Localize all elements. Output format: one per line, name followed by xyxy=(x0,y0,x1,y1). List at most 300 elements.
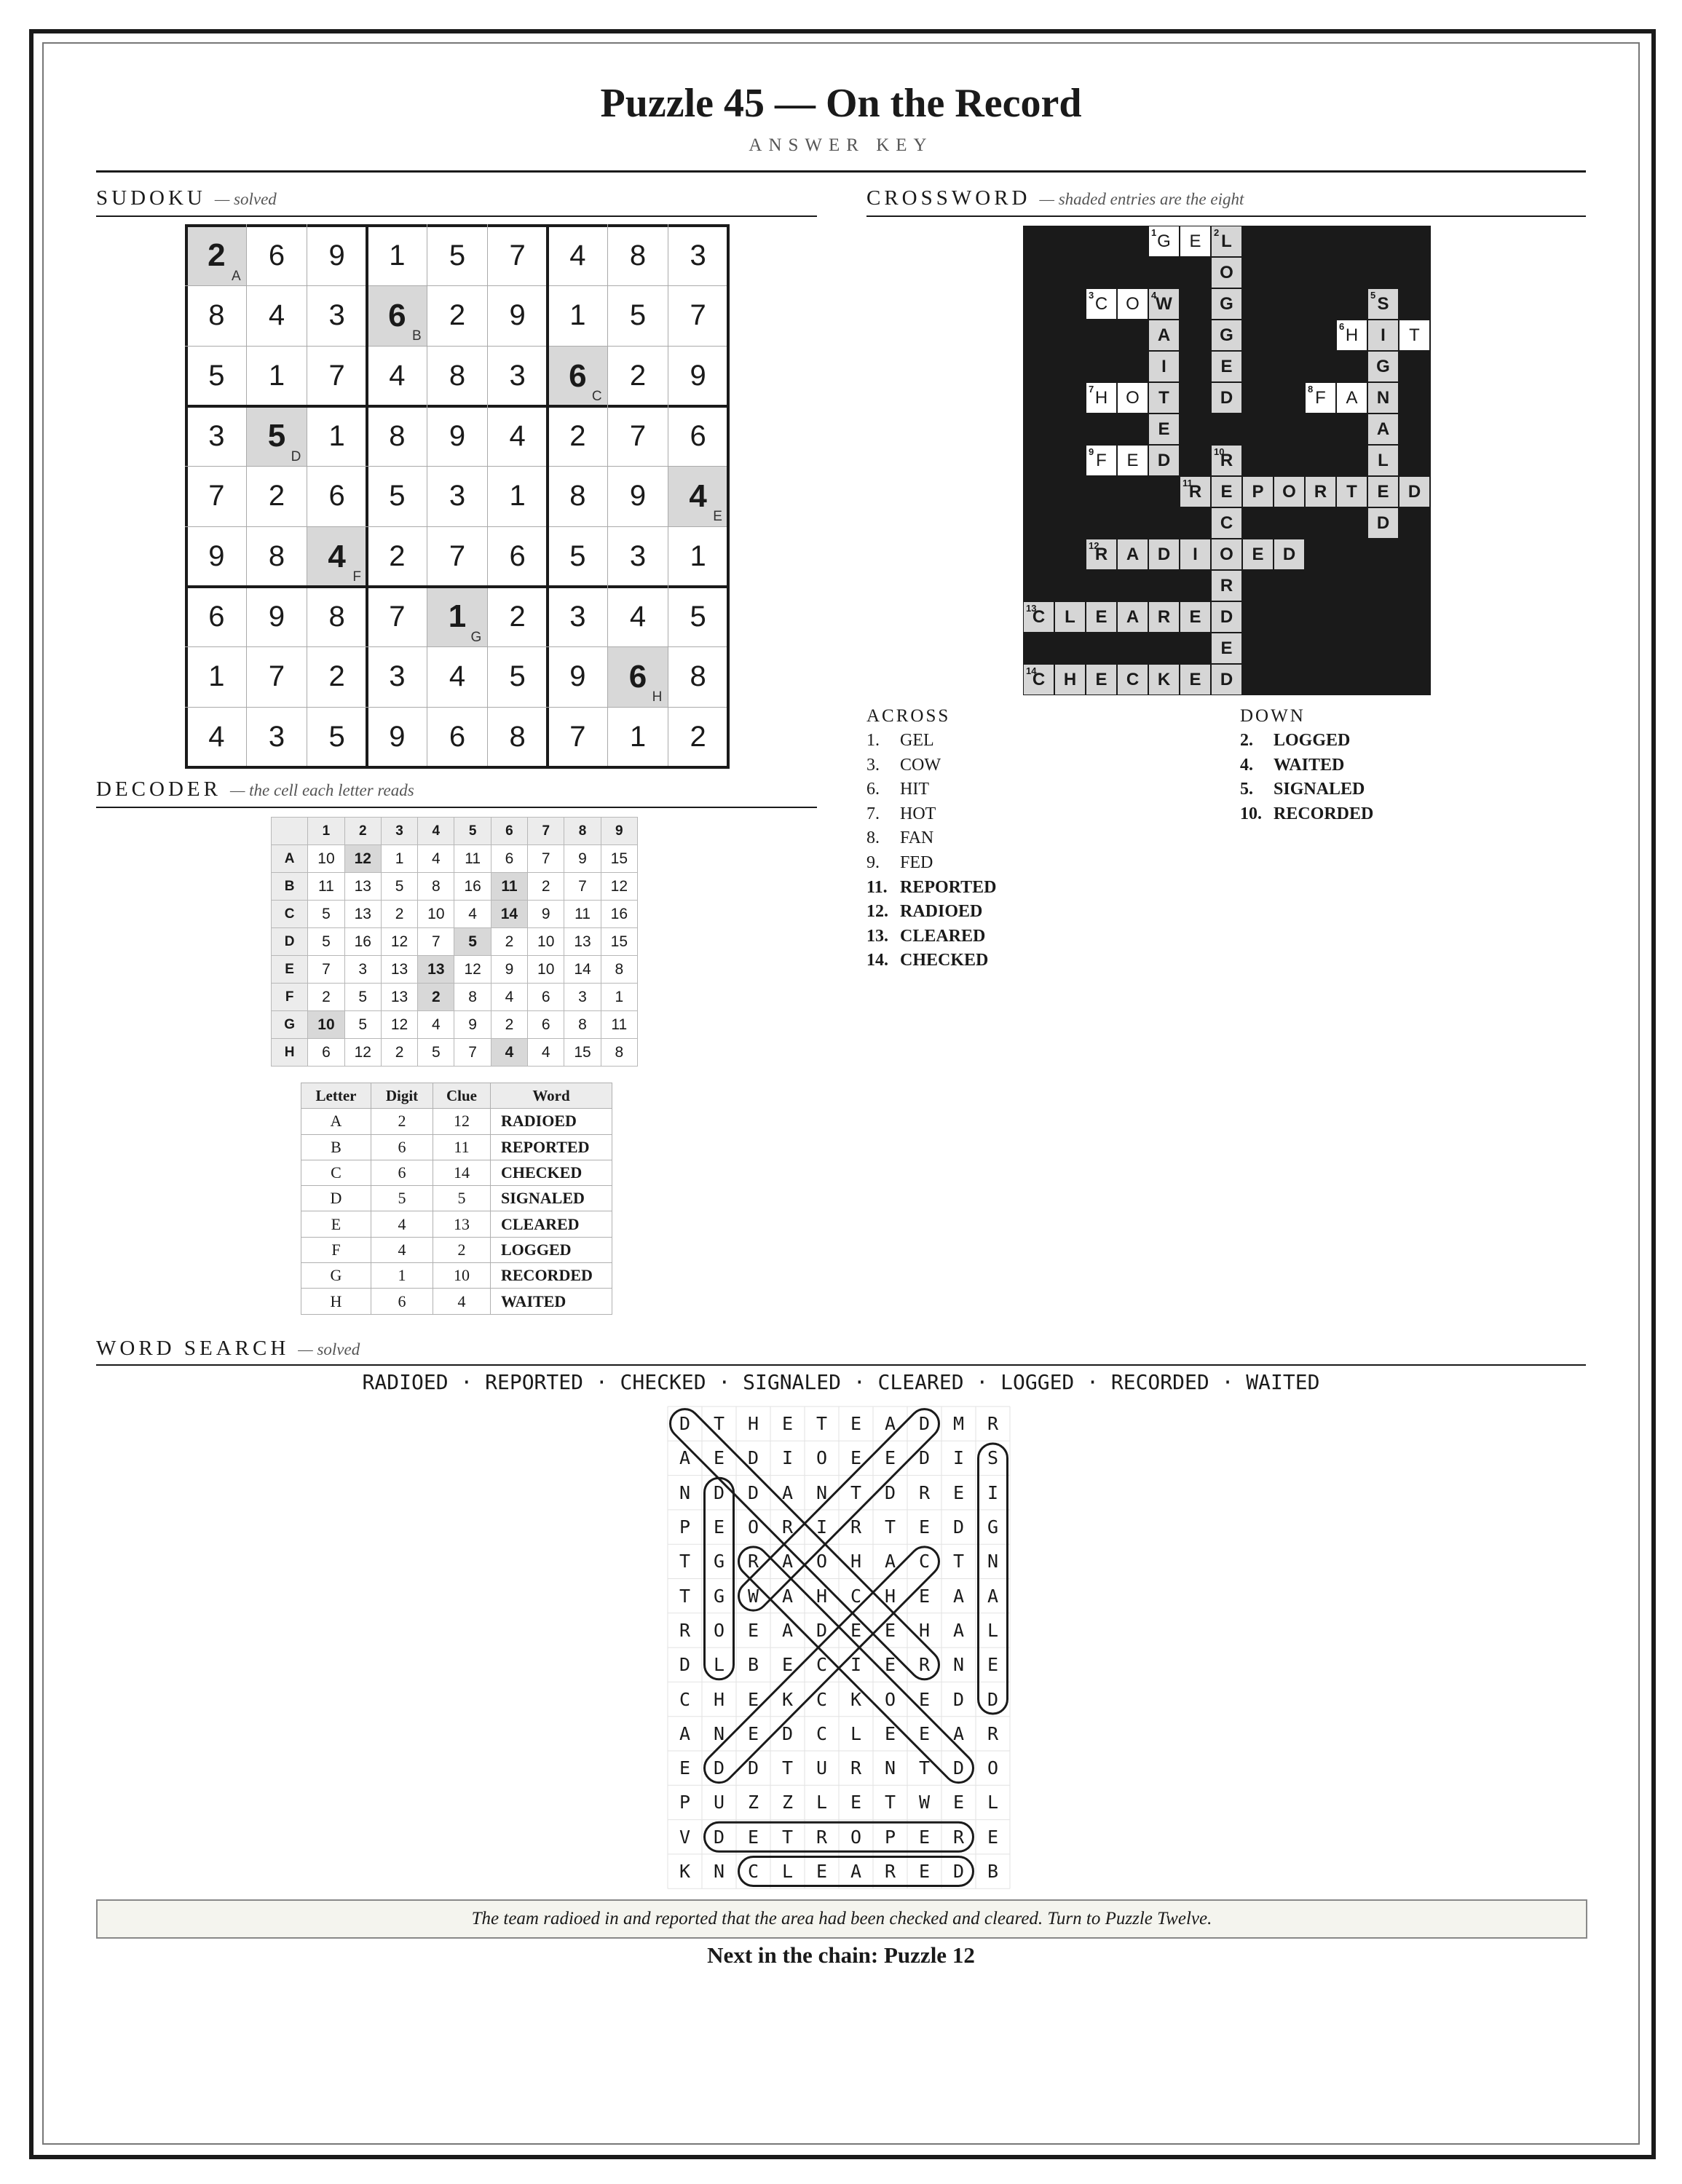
crossword-cell xyxy=(1054,664,1086,695)
decoder-row xyxy=(272,956,638,984)
sudoku-digit: 3 xyxy=(569,600,586,633)
wordsearch-letter: L xyxy=(850,1722,862,1744)
crossword-cell xyxy=(1367,382,1399,414)
wordsearch-letter: E xyxy=(850,1413,862,1435)
sudoku-digit: 6 xyxy=(208,600,225,633)
sudoku-digit: 5 xyxy=(449,239,466,272)
sudoku-cell xyxy=(548,286,608,347)
sudoku-digit: 8 xyxy=(690,660,706,693)
sudoku-cell xyxy=(608,226,668,286)
sudoku-cell xyxy=(367,286,427,347)
crossword-cell xyxy=(1336,320,1367,351)
crossword-cell xyxy=(1086,445,1117,476)
wordsearch-letter: R xyxy=(884,1861,896,1883)
summary-word: WAITED xyxy=(491,1289,612,1314)
clue-answer: WAITED xyxy=(1274,755,1345,775)
wordsearch-letter: E xyxy=(816,1861,828,1883)
decoder-cell: 14 xyxy=(491,901,527,928)
decoder-cell: 11 xyxy=(601,1011,637,1039)
sudoku-digit: 6 xyxy=(509,540,526,573)
decoder-row-label: H xyxy=(272,1039,308,1067)
sudoku-digit: 8 xyxy=(629,239,647,272)
across-heading: ACROSS xyxy=(866,706,951,726)
crossword-cell xyxy=(1399,476,1430,507)
summary-cell: 13 xyxy=(433,1211,491,1237)
found-word-loop-cleared xyxy=(739,1857,974,1886)
crossword-cell xyxy=(1148,288,1180,320)
wordsearch-letter: T xyxy=(952,1551,965,1572)
sudoku-digit: 5 xyxy=(629,299,647,332)
decoder-row xyxy=(272,1011,638,1039)
sudoku-cell xyxy=(668,346,728,406)
wordsearch-letter: E xyxy=(952,1792,965,1813)
clue-answer: SIGNALED xyxy=(1274,780,1365,799)
wordsearch-letter: U xyxy=(713,1792,725,1813)
wordsearch-letter: D xyxy=(952,1861,965,1883)
sudoku-digit: 7 xyxy=(449,540,466,573)
page-title: Puzzle 45 — On the Record xyxy=(600,81,1082,126)
summary-row xyxy=(301,1263,612,1289)
sudoku-cell-tag: D xyxy=(291,448,301,464)
sudoku-digit: 2 xyxy=(208,237,226,274)
sudoku-grid xyxy=(186,226,728,767)
decoder-cell: 4 xyxy=(528,1039,564,1067)
crossword-cell xyxy=(1086,539,1117,570)
sudoku-digit: 5 xyxy=(690,600,706,633)
sudoku-digit: 4 xyxy=(389,360,406,392)
sudoku-heading: SUDOKU — solved xyxy=(96,186,277,210)
summary-row xyxy=(301,1237,612,1262)
found-word-loop-radioed xyxy=(733,1541,979,1789)
crossword-cell xyxy=(1023,664,1054,695)
sudoku-cell xyxy=(668,226,728,286)
sudoku-cell xyxy=(668,467,728,527)
wordsearch-letter: I xyxy=(781,1447,794,1469)
wordsearch-letter: A xyxy=(679,1722,691,1744)
summary-header: Clue xyxy=(433,1083,491,1109)
crossword-cell xyxy=(1211,633,1242,664)
crossword-clue-number: 2 xyxy=(1214,227,1220,238)
wordsearch-letter: H xyxy=(918,1619,931,1641)
wordsearch-heading: WORD SEARCH — solved xyxy=(96,1337,360,1360)
sudoku-cell xyxy=(548,647,608,708)
decoder-cell: 12 xyxy=(601,873,637,901)
crossword-letter: R xyxy=(1094,544,1108,564)
summary-word: CLEARED xyxy=(491,1211,612,1237)
sudoku-cell-tag: H xyxy=(652,689,663,705)
sudoku-digit: 1 xyxy=(690,540,706,573)
sudoku-digit: 2 xyxy=(569,419,586,452)
sudoku-gridline xyxy=(185,526,730,527)
sudoku-cell xyxy=(668,707,728,767)
crossword-letter: T xyxy=(1158,387,1169,408)
wordsearch-letter: G xyxy=(987,1516,999,1538)
crossword-cell xyxy=(1180,539,1211,570)
decoder-cell: 11 xyxy=(564,901,601,928)
wordsearch-letter: A xyxy=(987,1585,999,1607)
sudoku-digit: 4 xyxy=(689,478,707,514)
sudoku-cell xyxy=(608,286,668,347)
crossword-cell xyxy=(1148,664,1180,695)
wordsearch-letter: T xyxy=(713,1413,725,1435)
wordsearch-letter: N xyxy=(679,1481,691,1503)
summary-cell: 1 xyxy=(371,1263,433,1289)
sudoku-cell xyxy=(247,346,307,406)
down-clue xyxy=(1240,804,1373,824)
crossword-letter: O xyxy=(1220,544,1233,564)
wordsearch-letter: E xyxy=(987,1654,999,1676)
crossword-note: — shaded entries are the eight xyxy=(1039,190,1244,208)
sudoku-cell-tag: A xyxy=(231,268,241,284)
crossword-letter: N xyxy=(1376,387,1390,408)
summary-cell: B xyxy=(301,1134,371,1160)
sudoku-cell xyxy=(487,226,548,286)
wordsearch-letter: T xyxy=(884,1516,896,1538)
sudoku-cell xyxy=(548,526,608,587)
sudoku-digit: 9 xyxy=(389,721,406,753)
crossword-letter: F xyxy=(1096,450,1107,470)
summary-cell: G xyxy=(301,1263,371,1289)
decoder-row-label: E xyxy=(272,956,308,984)
down-heading: DOWN xyxy=(1240,706,1306,726)
summary-cell: D xyxy=(301,1186,371,1211)
crossword-clue-number: 6 xyxy=(1339,321,1345,332)
sudoku-cell xyxy=(548,587,608,647)
summary-cell: 2 xyxy=(433,1237,491,1262)
wordsearch-letter: R xyxy=(918,1654,931,1676)
sudoku-digit: 9 xyxy=(328,239,345,272)
clue-number: 13. xyxy=(866,926,888,946)
wordsearch-letter: E xyxy=(884,1654,896,1676)
wordsearch-letter: Z xyxy=(747,1792,759,1813)
wordsearch-letter: W xyxy=(747,1585,759,1607)
sudoku-cell xyxy=(186,587,247,647)
sudoku-digit: 8 xyxy=(509,721,526,753)
wordsearch-letter: I xyxy=(816,1516,828,1538)
sudoku-cell xyxy=(548,406,608,467)
sudoku-digit: 4 xyxy=(569,239,586,272)
wordsearch-letter: E xyxy=(918,1722,931,1744)
page-subtitle: ANSWER KEY xyxy=(749,135,933,155)
wordsearch-word-list: RADIOED · REPORTED · CHECKED · SIGNALED · CLEARED · LOGGED · RECORDED · WAITED xyxy=(362,1370,1320,1394)
summary-row xyxy=(301,1211,612,1237)
crossword-cell xyxy=(1211,539,1242,570)
sudoku-cell xyxy=(247,286,307,347)
crossword-letter: I xyxy=(1381,325,1386,345)
sudoku-digit: 5 xyxy=(389,480,406,513)
crossword-cell xyxy=(1117,445,1148,476)
sudoku-cell-tag: G xyxy=(470,629,482,645)
summary-row xyxy=(301,1134,612,1160)
crossword-cell xyxy=(1148,320,1180,351)
wordsearch-letter: D xyxy=(952,1757,965,1779)
sudoku-digit: 4 xyxy=(449,660,466,693)
wordsearch-letter: D xyxy=(679,1654,691,1676)
wordsearch-letter: E xyxy=(884,1722,896,1744)
sudoku-note: — solved xyxy=(214,190,277,208)
wordsearch-letter: N xyxy=(987,1551,999,1572)
crossword-letter: S xyxy=(1377,293,1389,314)
crossword-letter: D xyxy=(1220,669,1233,689)
wordsearch-letter: D xyxy=(713,1481,725,1503)
decoder-cell: 5 xyxy=(308,928,344,956)
down-clue xyxy=(1240,756,1344,775)
decoder-cell: 4 xyxy=(454,901,491,928)
crossword-cell xyxy=(1211,664,1242,695)
sudoku-digit: 9 xyxy=(268,600,285,633)
wordsearch-letter: K xyxy=(679,1861,691,1883)
summary-cell: 4 xyxy=(433,1289,491,1314)
decoder-cell: 12 xyxy=(381,1011,417,1039)
wordsearch-letter: R xyxy=(781,1516,794,1538)
crossword-clue-number: 5 xyxy=(1370,290,1376,301)
wordsearch-letter: T xyxy=(679,1585,691,1607)
sudoku-cell xyxy=(186,406,247,467)
wordsearch-letter: O xyxy=(987,1757,999,1779)
clue-number: 6. xyxy=(866,780,880,799)
summary-cell: 12 xyxy=(433,1109,491,1134)
sudoku-digit: 7 xyxy=(208,480,225,513)
decoder-cell: 7 xyxy=(308,956,344,984)
sudoku-digit: 6 xyxy=(690,419,706,452)
decoder-column-header: 8 xyxy=(564,818,601,845)
sudoku-gridline xyxy=(185,285,730,286)
crossword-cell xyxy=(1117,382,1148,414)
wordsearch-letter: E xyxy=(747,1722,759,1744)
wordsearch-letter: R xyxy=(987,1413,999,1435)
clue-number: 7. xyxy=(866,804,880,823)
sudoku-digit: 1 xyxy=(448,598,467,635)
crossword-cell xyxy=(1305,382,1336,414)
wordsearch-letter: I xyxy=(952,1447,965,1469)
decoder-row xyxy=(272,873,638,901)
decoder-cell: 16 xyxy=(601,901,637,928)
decoder-cell: 5 xyxy=(418,1039,454,1067)
summary-row xyxy=(301,1289,612,1314)
sudoku-cell xyxy=(367,406,427,467)
crossword-letter: A xyxy=(1126,544,1140,564)
sudoku-digit: 1 xyxy=(328,419,345,452)
wordsearch-letter: O xyxy=(816,1551,828,1572)
decoder-column-header: 1 xyxy=(308,818,344,845)
summary-row xyxy=(301,1160,612,1185)
crossword-cell xyxy=(1336,476,1367,507)
sudoku-digit: 2 xyxy=(690,721,706,753)
decoder-column-header: 2 xyxy=(344,818,381,845)
clue-answer: RADIOED xyxy=(900,902,983,922)
sudoku-cell xyxy=(307,707,367,767)
sudoku-cell-tag: C xyxy=(591,388,602,404)
wordsearch-letter: R xyxy=(679,1619,691,1641)
crossword-letter: R xyxy=(1157,606,1171,627)
decoder-row xyxy=(272,928,638,956)
wordsearch-letter: C xyxy=(679,1688,691,1710)
clue-number: 2. xyxy=(1240,731,1253,750)
decoder-row-label: F xyxy=(272,984,308,1011)
sudoku-cell xyxy=(247,707,307,767)
crossword-letter: K xyxy=(1157,669,1171,689)
summary-cell: E xyxy=(301,1211,371,1237)
decoder-column-header: 6 xyxy=(491,818,527,845)
wordsearch-letter: H xyxy=(816,1585,828,1607)
decoder-cell: 15 xyxy=(564,1039,601,1067)
decoder-cell: 13 xyxy=(418,956,454,984)
sudoku-cell xyxy=(186,707,247,767)
sudoku-gridline xyxy=(727,224,730,769)
crossword-cell xyxy=(1367,351,1399,382)
sudoku-cell xyxy=(367,226,427,286)
decoder-cell: 2 xyxy=(491,928,527,956)
wordsearch-letter: R xyxy=(747,1551,759,1572)
crossword-letter: W xyxy=(1156,293,1172,314)
wordsearch-letter: H xyxy=(850,1551,862,1572)
clue-number: 12. xyxy=(866,902,888,922)
summary-cell: A xyxy=(301,1109,371,1134)
crossword-letter: T xyxy=(1409,325,1420,345)
decoder-cell: 5 xyxy=(344,1011,381,1039)
sudoku-cell xyxy=(487,286,548,347)
sudoku-digit: 6 xyxy=(388,297,406,333)
summary-cell: 4 xyxy=(371,1211,433,1237)
decoder-cell: 4 xyxy=(491,984,527,1011)
decoder-cell: 8 xyxy=(601,956,637,984)
wordsearch-letter: E xyxy=(713,1447,725,1469)
wordsearch-letter: L xyxy=(816,1792,828,1813)
sudoku-rule xyxy=(96,215,817,217)
wordsearch-letter: D xyxy=(747,1481,759,1503)
wordsearch-letter: E xyxy=(918,1861,931,1883)
decoder-cell: 11 xyxy=(308,873,344,901)
across-clue xyxy=(866,927,985,946)
wordsearch-letter: L xyxy=(713,1654,725,1676)
crossword-cell xyxy=(1211,257,1242,288)
decoder-cell: 4 xyxy=(418,1011,454,1039)
sudoku-cell xyxy=(307,647,367,708)
crossword-cell xyxy=(1211,601,1242,633)
wordsearch-letter: H xyxy=(713,1688,725,1710)
crossword-letter: E xyxy=(1220,356,1233,376)
down-clue xyxy=(1240,731,1350,751)
sudoku-cell xyxy=(608,526,668,587)
sudoku-cell xyxy=(247,526,307,587)
crossword-cell xyxy=(1211,476,1242,507)
sudoku-cell xyxy=(307,346,367,406)
wordsearch-letter: O xyxy=(713,1619,725,1641)
crossword-letter: R xyxy=(1220,575,1233,596)
wordsearch-letter: N xyxy=(952,1654,965,1676)
sudoku-cell xyxy=(668,526,728,587)
clue-answer: REPORTED xyxy=(900,877,997,897)
sudoku-cell xyxy=(427,467,488,527)
crossword-letter: D xyxy=(1220,387,1233,408)
summary-cell: 11 xyxy=(433,1134,491,1160)
decoder-cell: 12 xyxy=(454,956,491,984)
across-clue xyxy=(866,731,934,751)
summary-word: RADIOED xyxy=(491,1109,612,1134)
clue-number: 3. xyxy=(866,755,880,775)
wordsearch-letter: E xyxy=(747,1826,759,1848)
sudoku-cell xyxy=(487,467,548,527)
sudoku-digit: 4 xyxy=(509,419,526,452)
wordsearch-letter: P xyxy=(679,1516,691,1538)
decoder-column-header: 9 xyxy=(601,818,637,845)
crossword-clue-number: 4 xyxy=(1151,290,1157,301)
sudoku-digit: 1 xyxy=(509,480,526,513)
sudoku-digit: 4 xyxy=(268,299,285,332)
sudoku-cell xyxy=(548,467,608,527)
crossword-cell xyxy=(1148,539,1180,570)
clue-number: 5. xyxy=(1240,780,1253,799)
wordsearch-letter: U xyxy=(816,1757,828,1779)
crossword-letter: E xyxy=(1189,606,1201,627)
wordsearch-letter: K xyxy=(850,1688,862,1710)
sudoku-cell xyxy=(668,406,728,467)
crossword-cell xyxy=(1148,382,1180,414)
wordsearch-letter: C xyxy=(850,1585,862,1607)
wordsearch-letter: B xyxy=(747,1654,759,1676)
crossword-letter: E xyxy=(1095,606,1107,627)
wordsearch-letter: C xyxy=(816,1688,828,1710)
clue-answer: HIT xyxy=(900,780,929,799)
sudoku-cell xyxy=(487,587,548,647)
crossword-letter: E xyxy=(1158,419,1170,439)
sudoku-digit: 7 xyxy=(328,360,345,392)
crossword-letter: E xyxy=(1220,481,1233,502)
decoder-header-row xyxy=(272,818,638,845)
crossword-letter: D xyxy=(1220,606,1233,627)
summary-cell: H xyxy=(301,1289,371,1314)
crossword-letter: T xyxy=(1346,481,1357,502)
crossword-letter: C xyxy=(1032,606,1046,627)
crossword-letter: E xyxy=(1189,231,1201,251)
sudoku-cell xyxy=(307,286,367,347)
wordsearch-letter: G xyxy=(713,1551,725,1572)
sudoku-cell xyxy=(427,226,488,286)
sudoku-digit: 7 xyxy=(268,660,285,693)
sudoku-digit: 5 xyxy=(569,540,586,573)
decoder-cell: 1 xyxy=(381,845,417,873)
sudoku-gridline xyxy=(185,405,730,408)
sudoku-digit: 7 xyxy=(690,299,706,332)
decoder-cell: 12 xyxy=(381,928,417,956)
crossword-cell xyxy=(1367,288,1399,320)
wordsearch-letter: C xyxy=(816,1722,828,1744)
crossword-letter: A xyxy=(1346,387,1358,408)
decoder-cell: 6 xyxy=(491,845,527,873)
crossword-letter: E xyxy=(1095,669,1107,689)
crossword-letter: A xyxy=(1157,325,1171,345)
wordsearch-letter: A xyxy=(781,1551,794,1572)
wordsearch-letter: N xyxy=(713,1861,725,1883)
sudoku-cell xyxy=(307,587,367,647)
sudoku-digit: 3 xyxy=(389,660,406,693)
wordsearch-letter: E xyxy=(884,1619,896,1641)
sudoku-digit: 3 xyxy=(509,360,526,392)
wordsearch-letter: K xyxy=(781,1688,794,1710)
sudoku-digit: 1 xyxy=(268,360,285,392)
decoder-note: — the cell each letter reads xyxy=(229,781,414,799)
wordsearch-letter: H xyxy=(884,1585,896,1607)
wordsearch-letter: P xyxy=(679,1792,691,1813)
sudoku-cell xyxy=(367,346,427,406)
found-word-loop-logged xyxy=(705,1478,734,1679)
crossword-clue-number: 3 xyxy=(1089,290,1094,301)
found-word-loop-signaled xyxy=(979,1444,1008,1714)
sudoku-gridline xyxy=(185,707,730,708)
found-word-loop-waited xyxy=(733,1403,945,1616)
sudoku-cell xyxy=(186,526,247,587)
decoder-cell: 13 xyxy=(381,956,417,984)
